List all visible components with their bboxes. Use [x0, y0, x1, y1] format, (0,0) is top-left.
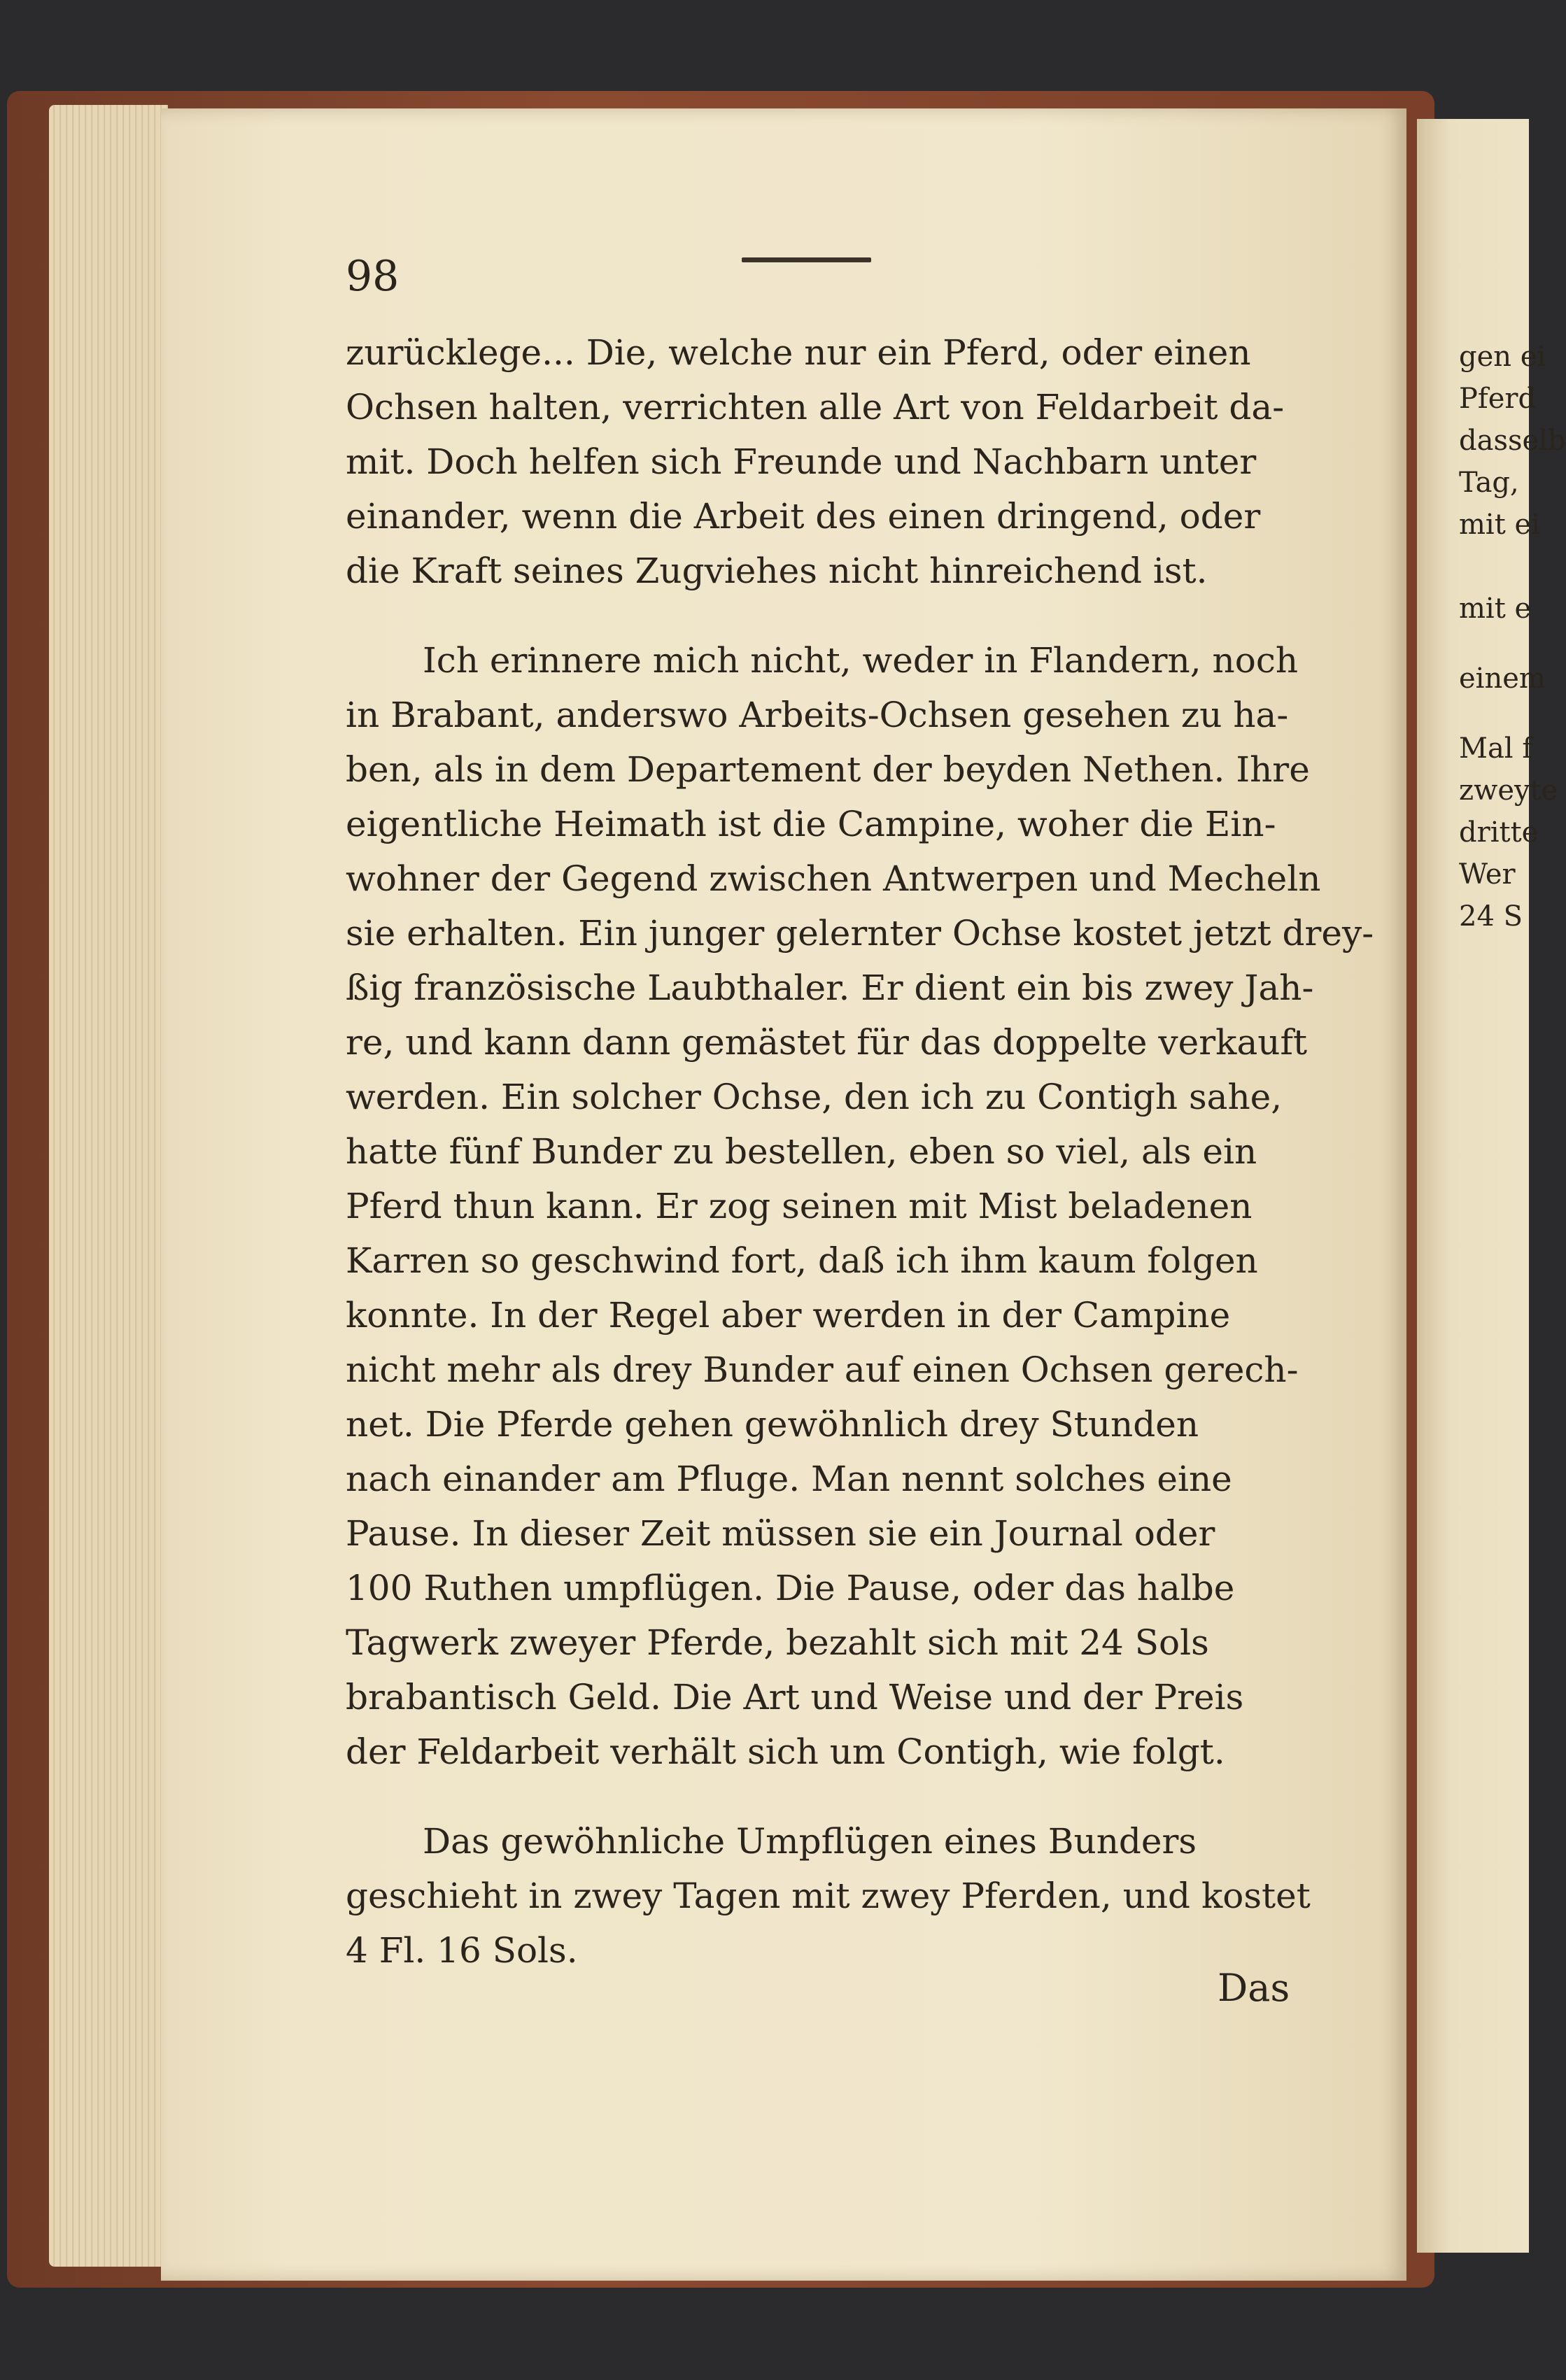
facing-line: Pferd: [1459, 383, 1537, 415]
header-rule: [742, 257, 871, 262]
facing-line: Mal f: [1459, 732, 1533, 765]
text-line: Karren so geschwind fort, daß ich ihm kaum folgen: [346, 1240, 1258, 1281]
facing-line: einem: [1459, 663, 1546, 695]
text-line: ben, als in dem Departement der beyden Nethen. Ihre: [346, 749, 1310, 790]
text-line: nach einander am Pfluge. Man nennt solches eine: [346, 1459, 1232, 1499]
text-line: Ich erinnere mich nicht, weder in Flandern, noch: [423, 640, 1299, 681]
paragraph: [346, 325, 1297, 598]
facing-line: mit e: [1459, 593, 1532, 625]
text-line: brabantisch Geld. Die Art und Weise und der Preis: [346, 1677, 1244, 1717]
text-line: in Brabant, anderswo Arbeits-Ochsen gesehen zu ha-: [346, 695, 1289, 735]
text-line: sie erhalten. Ein junger gelernter Ochse kostet jetzt drey-: [346, 913, 1374, 954]
facing-page-text: [1459, 336, 1566, 937]
text-line: Ochsen halten, verrichten alle Art von Feldarbeit da-: [346, 387, 1285, 427]
text-line: 100 Ruthen umpflügen. Die Pause, oder das halbe: [346, 1568, 1235, 1608]
text-line: re, und kann dann gemästet für das doppelte verkauft: [346, 1022, 1308, 1063]
text-line: Pause. In dieser Zeit müssen sie ein Journal oder: [346, 1513, 1215, 1554]
text-line: ßig französische Laubthaler. Er dient ein bis zwey Jah-: [346, 968, 1314, 1008]
text-line: mit. Doch helfen sich Freunde und Nachbarn unter: [346, 441, 1257, 482]
facing-line: 24 S: [1459, 900, 1523, 933]
text-line: zurücklege... Die, welche nur ein Pferd, oder einen: [346, 332, 1251, 373]
body-text: [346, 325, 1374, 1978]
text-line: werden. Ein solcher Ochse, den ich zu Contigh sahe,: [346, 1077, 1283, 1117]
facing-line: Tag,: [1459, 467, 1519, 499]
text-line: geschieht in zwey Tagen mit zwey Pferden, und kostet: [346, 1876, 1311, 1916]
text-line: hatte fünf Bunder zu bestellen, eben so viel, als ein: [346, 1131, 1257, 1172]
text-line: net. Die Pferde gehen gewöhnlich drey Stunden: [346, 1404, 1199, 1445]
text-line: Das gewöhnliche Umpflügen eines Bunders: [423, 1821, 1197, 1862]
text-line: wohner der Gegend zwischen Antwerpen und Mecheln: [346, 858, 1321, 899]
facing-line: dritte: [1459, 816, 1539, 849]
page-edges: [49, 105, 168, 2267]
facing-line: dasselb: [1459, 425, 1566, 457]
text-line: nicht mehr als drey Bunder auf einen Ochsen gerech-: [346, 1350, 1299, 1390]
text-line: der Feldarbeit verhält sich um Contigh, wie folgt.: [346, 1731, 1225, 1772]
text-line: eigentliche Heimath ist die Campine, woher die Ein-: [346, 804, 1276, 844]
text-line: konnte. In der Regel aber werden in der Campine: [346, 1295, 1231, 1336]
facing-line: zweyte: [1459, 774, 1558, 807]
facing-line: Wer: [1459, 858, 1516, 891]
page-number: 98: [346, 252, 400, 301]
text-line: Tagwerk zweyer Pferde, bezahlt sich mit 24 Sols: [346, 1622, 1209, 1663]
paragraph: [346, 1814, 1311, 1978]
text-line: Pferd thun kann. Er zog seinen mit Mist beladenen: [346, 1186, 1253, 1226]
catchword: Das: [1218, 1966, 1290, 2010]
facing-line: mit ei: [1459, 509, 1540, 541]
facing-line: gen ei: [1459, 341, 1546, 373]
text-line: einander, wenn die Arbeit des einen dringend, oder: [346, 496, 1261, 537]
text-line: 4 Fl. 16 Sols.: [346, 1930, 578, 1971]
paragraph: [346, 633, 1374, 1779]
text-line: die Kraft seines Zugviehes nicht hinreichend ist.: [346, 551, 1208, 591]
